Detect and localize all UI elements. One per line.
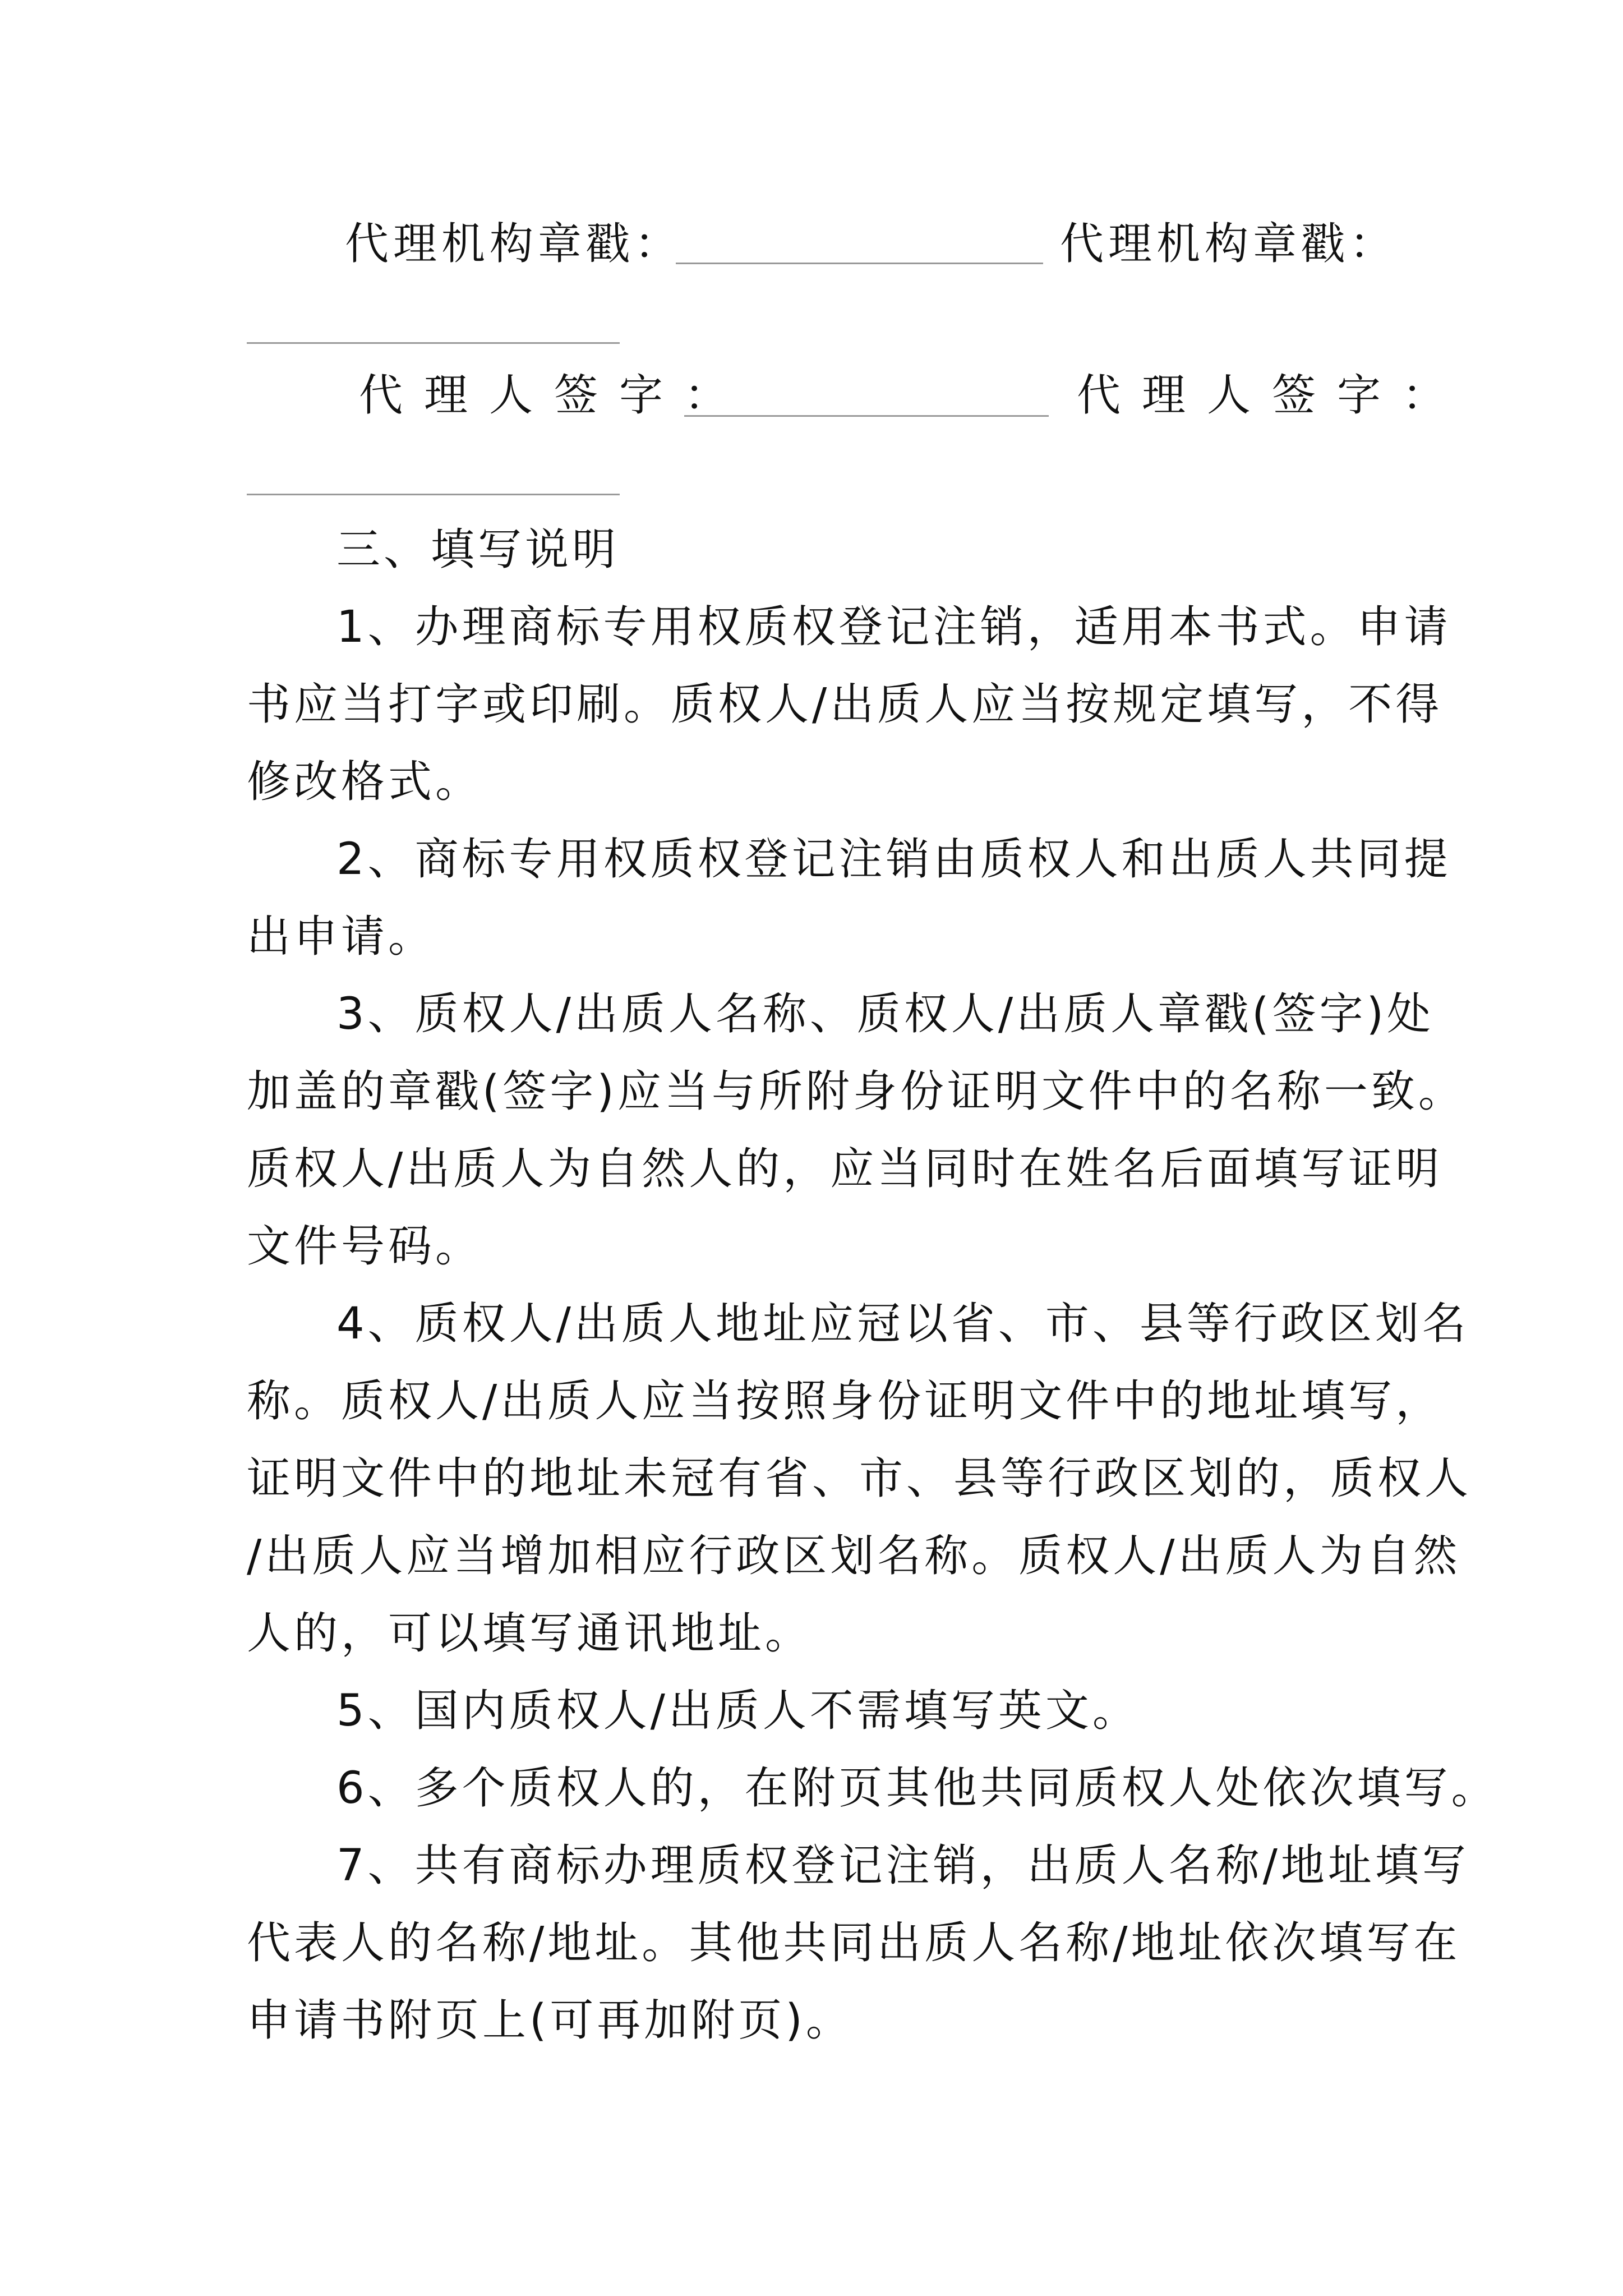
- instructions-heading: 三、填写说明: [336, 524, 620, 575]
- agent-signature-label-left: 代理人签字：: [359, 370, 750, 421]
- instruction-line: 1、办理商标专用权质权登记注销，适用本书式。申请: [336, 602, 1451, 652]
- agent-signature-label-right: 代理人签字：: [1077, 370, 1468, 421]
- instruction-line: 2、商标专用权质权登记注销由质权人和出质人共同提: [336, 834, 1451, 885]
- instruction-line: 质权人/出质人为自然人的，应当同时在姓名后面填写证明: [247, 1144, 1443, 1194]
- instruction-line: 出申请。: [247, 912, 436, 962]
- agency-seal-label-right: 代理机构章戳：: [1060, 219, 1398, 269]
- instruction-line: 6、多个质权人的，在附页其他共同质权人处依次填写。: [336, 1763, 1498, 1814]
- instruction-line: 申请书附页上(可再加附页)。: [247, 1995, 853, 2046]
- instruction-line: 证明文件中的地址未冠有省、市、县等行政区划的，质权人: [247, 1453, 1472, 1504]
- instruction-line: 4、质权人/出质人地址应冠以省、市、县等行政区划名: [336, 1299, 1469, 1349]
- instruction-line: 代表人的名称/地址。其他共同出质人名称/地址依次填写在: [247, 1918, 1461, 1968]
- agent-signature-blank-right[interactable]: [247, 494, 620, 495]
- agent-signature-blank-left[interactable]: [684, 415, 1049, 417]
- instruction-line: 修改格式。: [247, 757, 483, 807]
- instruction-line: 加盖的章戳(签字)应当与所附身份证明文件中的名称一致。: [247, 1066, 1465, 1117]
- instruction-line: 3、质权人/出质人名称、质权人/出质人章戳(签字)处: [336, 989, 1435, 1039]
- instruction-line: 5、国内质权人/出质人不需填写英文。: [336, 1686, 1140, 1736]
- agency-seal-blank-right[interactable]: [247, 342, 620, 344]
- agency-seal-label-left: 代理机构章戳：: [345, 219, 683, 269]
- instruction-line: 人的，可以填写通讯地址。: [247, 1608, 813, 1659]
- instruction-line: 称。质权人/出质人应当按照身份证明文件中的地址填写，: [247, 1376, 1443, 1427]
- instruction-line: 书应当打字或印刷。质权人/出质人应当按规定填写，不得: [247, 679, 1443, 730]
- instruction-line: /出质人应当增加相应行政区划名称。质权人/出质人为自然: [247, 1531, 1461, 1581]
- instruction-line: 文件号码。: [247, 1221, 483, 1272]
- agency-seal-blank-left[interactable]: [676, 263, 1043, 264]
- instruction-line: 7、共有商标办理质权登记注销，出质人名称/地址填写: [336, 1841, 1469, 1891]
